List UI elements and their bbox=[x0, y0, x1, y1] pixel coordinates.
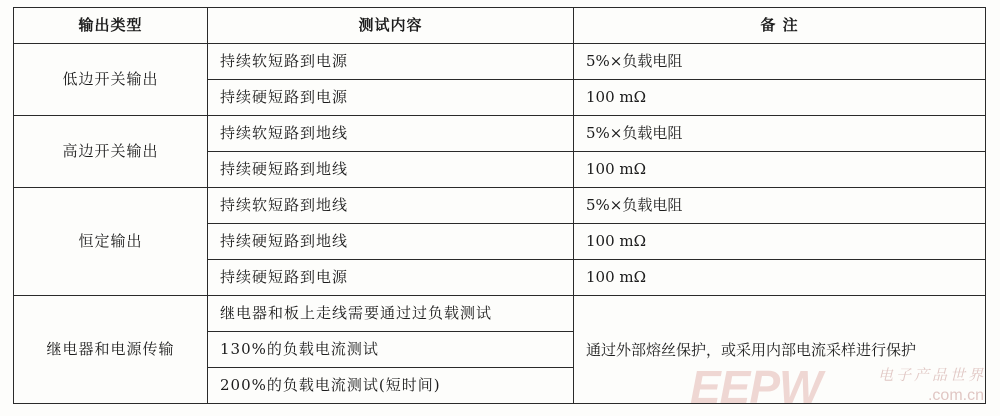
note-cell: 5%×负载电阻 bbox=[574, 116, 986, 152]
test-cell: 继电器和板上走线需要通过过负载测试 bbox=[208, 296, 574, 332]
note-cell: 5%×负载电阻 bbox=[574, 44, 986, 80]
test-cell: 持续硬短路到电源 bbox=[208, 80, 574, 116]
group-constant: 恒定输出 bbox=[14, 188, 208, 296]
header-row bbox=[14, 8, 986, 44]
test-cell: 持续软短路到地线 bbox=[208, 188, 574, 224]
header-test-content: 测试内容 bbox=[208, 8, 574, 44]
test-cell: 持续硬短路到地线 bbox=[208, 152, 574, 188]
header-output-type: 输出类型 bbox=[14, 8, 208, 44]
group-low-side: 低边开关输出 bbox=[14, 44, 208, 116]
table-row bbox=[14, 44, 986, 80]
watermark-url: .com.cn bbox=[927, 387, 984, 404]
note-cell-merged: 通过外部熔丝保护，或采用内部电流采样进行保护 bbox=[574, 296, 986, 404]
table-row bbox=[14, 296, 986, 332]
test-cell: 持续软短路到电源 bbox=[208, 44, 574, 80]
test-cell: 200%的负载电流测试(短时间) bbox=[208, 368, 574, 404]
watermark-logo: EEPW bbox=[690, 361, 822, 413]
test-cell: 持续硬短路到电源 bbox=[208, 260, 574, 296]
note-cell: 100 mΩ bbox=[574, 80, 986, 116]
note-cell: 100 mΩ bbox=[574, 224, 986, 260]
table-row bbox=[14, 188, 986, 224]
test-cell: 持续硬短路到地线 bbox=[208, 224, 574, 260]
group-relay-power: 继电器和电源传输 bbox=[14, 296, 208, 404]
header-notes: 备 注 bbox=[574, 8, 986, 44]
test-cell: 持续软短路到地线 bbox=[208, 116, 574, 152]
note-cell: 100 mΩ bbox=[574, 152, 986, 188]
test-cell: 130%的负载电流测试 bbox=[208, 332, 574, 368]
note-cell: 100 mΩ bbox=[574, 260, 986, 296]
spec-table bbox=[13, 7, 986, 404]
watermark-chinese: 电子产品世界 bbox=[877, 366, 986, 384]
group-high-side: 高边开关输出 bbox=[14, 116, 208, 188]
table-row bbox=[14, 116, 986, 152]
note-cell: 5%×负载电阻 bbox=[574, 188, 986, 224]
